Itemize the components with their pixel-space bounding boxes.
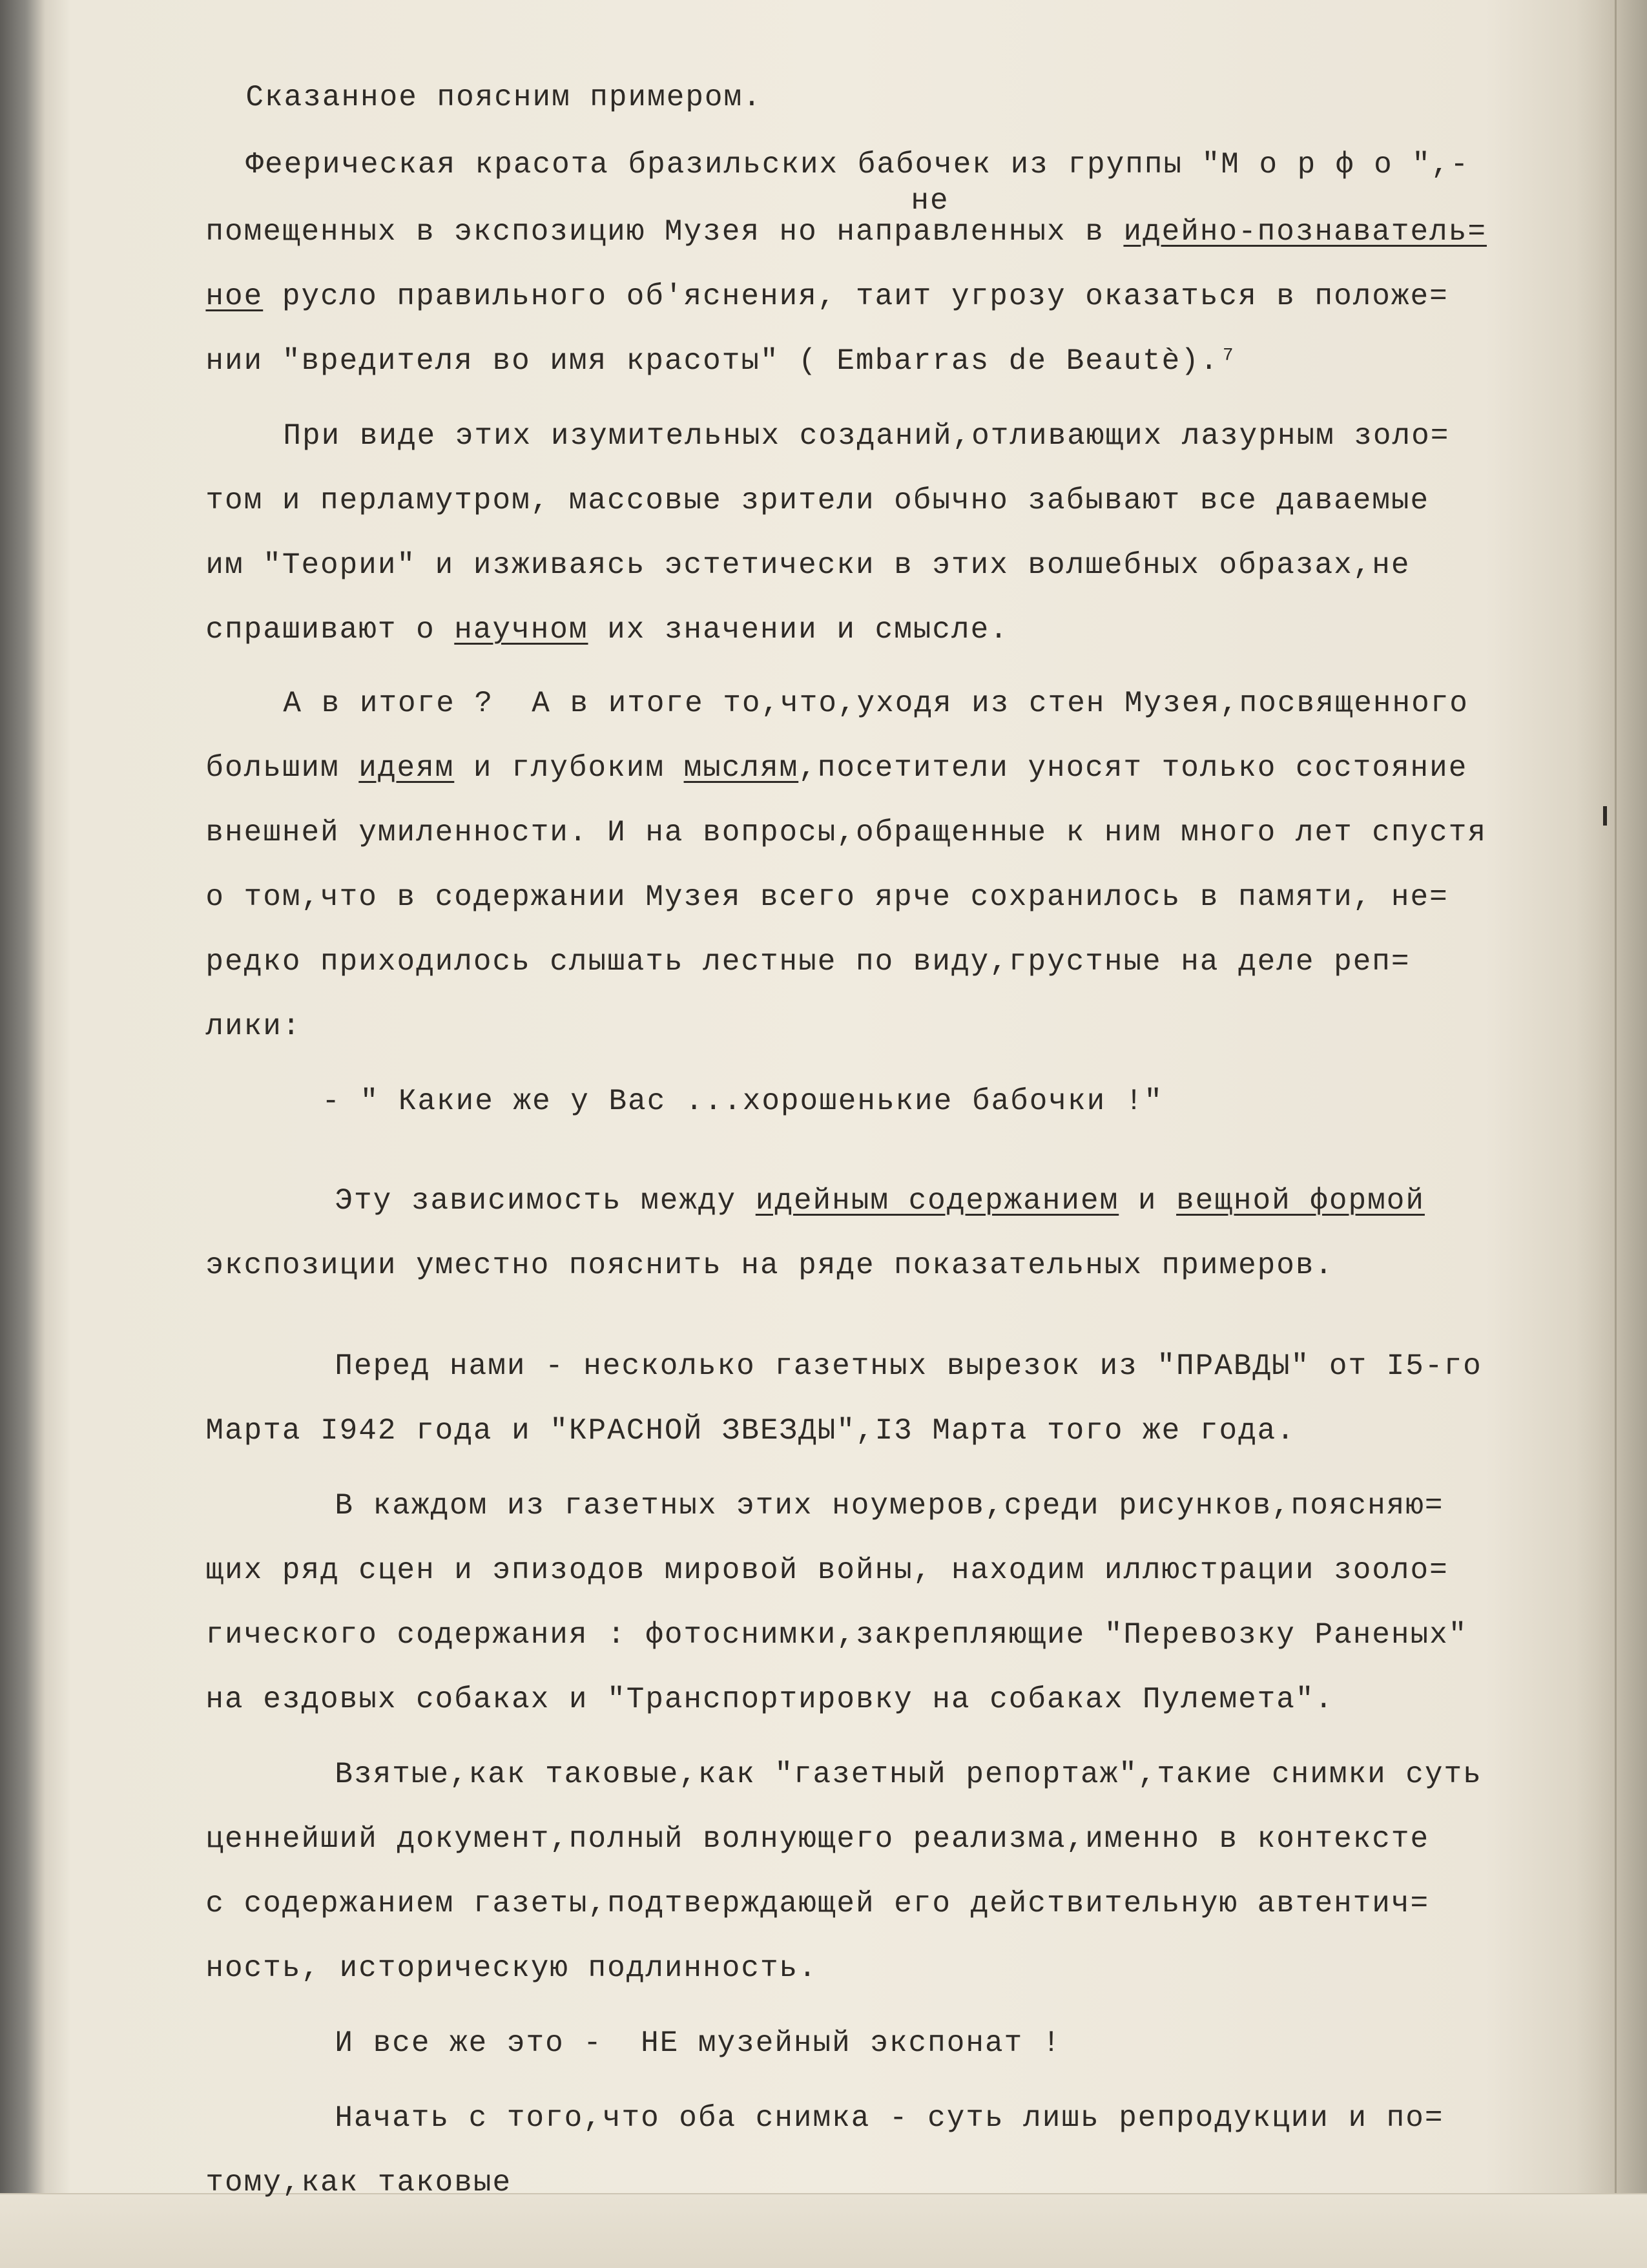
text-line: щих ряд сцен и эпизодов мировой войны, находим иллюстрации зооло=	[205, 1554, 1449, 1587]
paper-edge	[1615, 0, 1617, 2267]
underlined-text: вещной формой	[1176, 1184, 1425, 1218]
underlined-text: идеям	[358, 751, 455, 785]
text-line: Начать с того,что оба снимка - суть лишь репродукции и по=	[335, 2101, 1444, 2135]
text-line: редко приходилось слышать лестные по виду,грустные на деле реп=	[205, 945, 1411, 979]
dialogue-line: - " Какие же у Вас ...хорошенькие бабочки !"	[322, 1085, 1164, 1118]
margin-mark	[1603, 806, 1607, 826]
underlined-text: мыслям	[683, 751, 799, 785]
text-line: Эту зависимость между идейным содержанием и вещной формой	[335, 1184, 1425, 1218]
text-line: А в итоге ? А в итоге то,что,уходя из стен Музея,посвященного	[283, 687, 1469, 720]
text-line: гического содержания : фотоснимки,закрепляющие "Перевозку Раненых"	[205, 1618, 1468, 1652]
underlined-text: ное	[205, 280, 264, 313]
underlined-text: научном	[454, 613, 588, 647]
typed-insertion: не	[911, 184, 949, 218]
underlined-text: идейно-познаватель=	[1123, 215, 1487, 249]
text-line: экспозиции уместно пояснить на ряде показательных примеров.	[205, 1249, 1334, 1282]
text-line: тому,как таковые	[205, 2166, 512, 2200]
text-line: на ездовых собаках и "Транспортировку на собаках Пулемета".	[205, 1683, 1334, 1716]
text-line: спрашивают о научном их значении и смысле.	[205, 613, 1009, 647]
text-line: нии "вредителя во имя красоты" ( Embarras de Beautè).⁷	[205, 344, 1239, 378]
text-line: В каждом из газетных этих ноумеров,среди рисунков,поясняю=	[335, 1489, 1444, 1523]
text-line: помещенных в экспозицию Музея но направленных в идейно-познаватель=	[205, 215, 1487, 249]
text-line: с содержанием газеты,подтверждающей его действительную автентич=	[205, 1887, 1430, 1920]
text-line: Феерическая красота бразильских бабочек из группы "М о р ф о ",-	[245, 148, 1470, 182]
text-line: Взятые,как таковые,как "газетный репортаж",такие снимки суть	[335, 1758, 1482, 1791]
text-line: им "Теории" и изживаясь эстетически в этих волшебных образах,не	[205, 548, 1411, 582]
text-line: внешней умиленности. И на вопросы,обращенные к ним много лет спустя	[205, 816, 1487, 849]
text-line: При виде этих изумительных созданий,отливающих лазурным золо=	[283, 419, 1450, 453]
text-line: том и перламутром, массовые зрители обычно забывают все даваемые	[205, 484, 1430, 517]
text-line: о том,что в содержании Музея всего ярче сохранилось в памяти, не=	[205, 880, 1449, 914]
text-line: Перед нами - несколько газетных вырезок из "ПРАВДЫ" от I5-го	[335, 1349, 1482, 1383]
text-line: ность, историческую подлинность.	[205, 1951, 818, 1985]
text-line: ное русло правильного об'яснения, таит угрозу оказаться в положе=	[205, 280, 1449, 313]
text-line: ценнейший документ,полный волнующего реализма,именно в контексте	[205, 1822, 1430, 1856]
underlined-text: идейным содержанием	[755, 1184, 1119, 1218]
typewritten-page	[129, 39, 1589, 2200]
text-line: И все же это - НЕ музейный экспонат !	[335, 2026, 1062, 2060]
text-line: Марта I942 года и "КРАСНОЙ ЗВЕЗДЫ",I3 Марта того же года.	[205, 1414, 1296, 1448]
text-line: большим идеям и глубоким мыслям,посетители уносят только состояние	[205, 751, 1468, 785]
text-line: лики:	[205, 1010, 302, 1043]
text-line: Сказанное поясним примером.	[245, 81, 762, 114]
